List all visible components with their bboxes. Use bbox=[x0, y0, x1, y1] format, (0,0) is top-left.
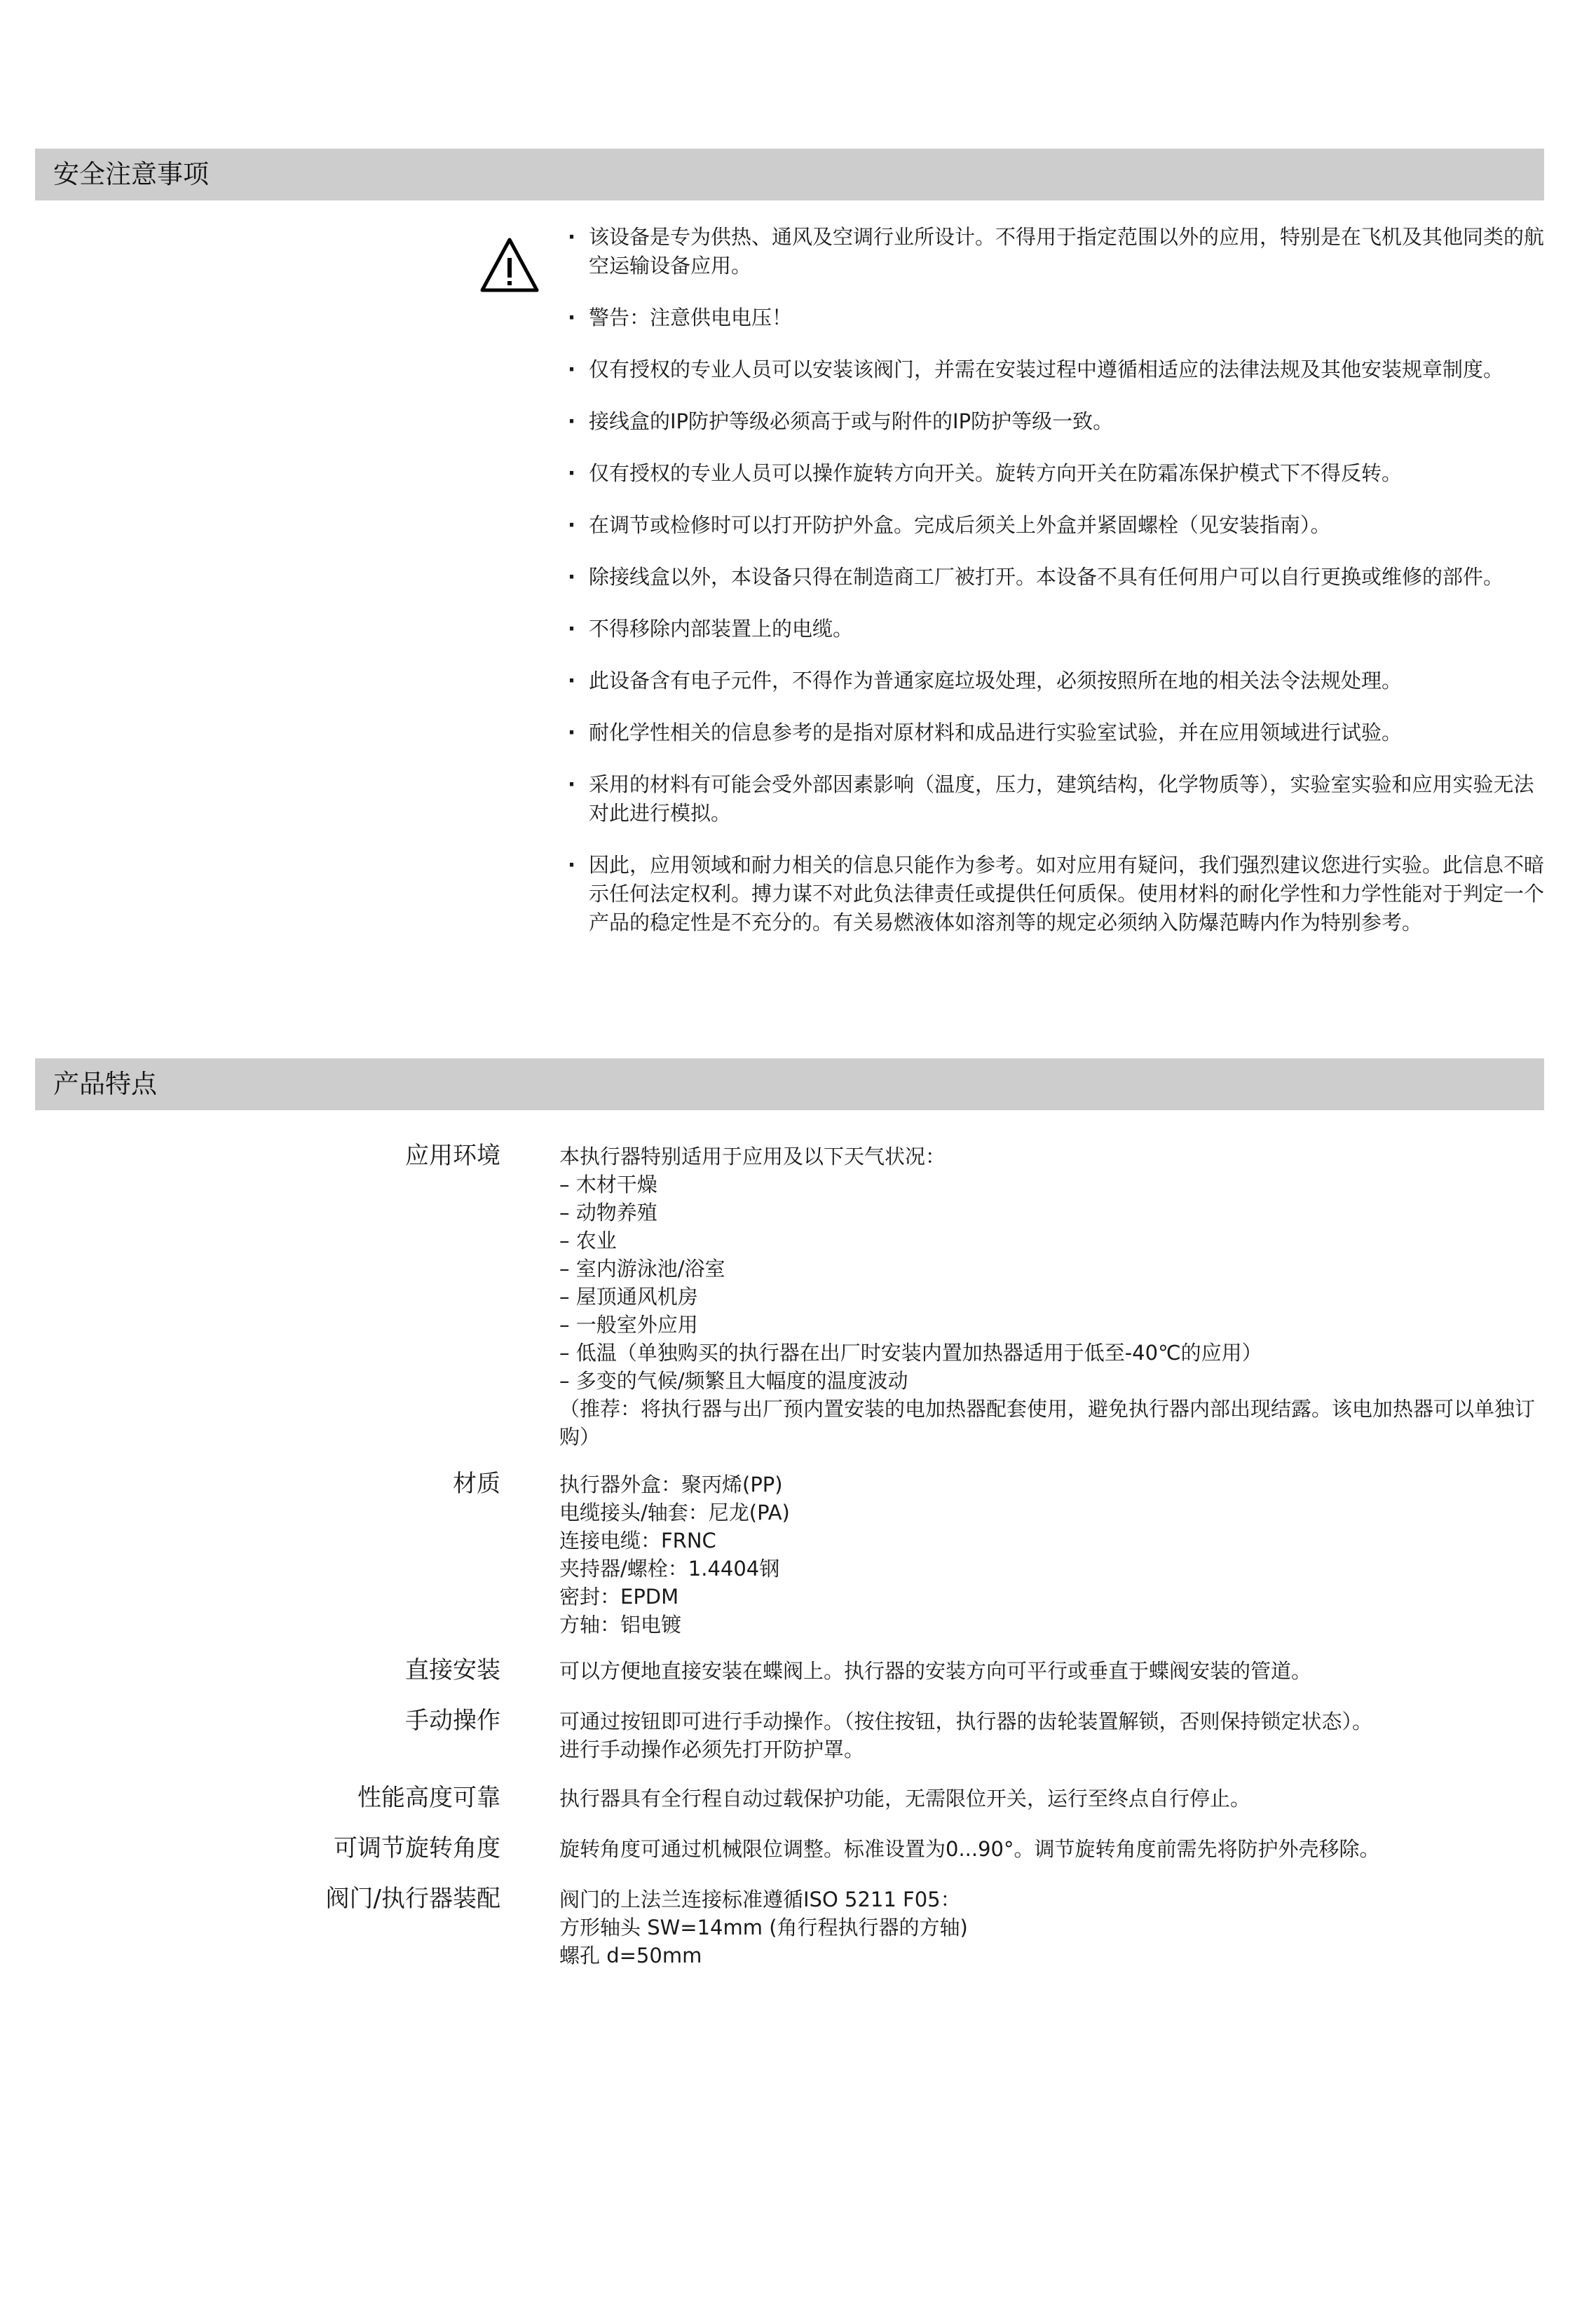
safety-item: · 仅有授权的专业人员可以操作旋转方向开关。旋转方向开关在防霜冻保护模式下不得反转。 bbox=[565, 459, 1546, 488]
warning-triangle-icon bbox=[479, 237, 540, 293]
safety-item: · 警告：注意供电电压！ bbox=[565, 303, 1546, 332]
safety-item: · 因此，应用领域和耐力相关的信息只能作为参考。如对应用有疑问，我们强烈建议您进行实验。此信息不暗示任何法定权利。搏力谋不对此负法律责任或提供任何质保。使用材料的耐化学性和力学性能对于判定一个产品的稳定性是不充分的。有关易燃液体如溶剂等的规定必须纳入防爆范畴内作为特别参考。 bbox=[565, 851, 1546, 937]
safety-item: · 接线盒的IP防护等级必须高于或与附件的IP防护等级一致。 bbox=[565, 407, 1546, 436]
safety-section-header bbox=[35, 149, 1544, 200]
safety-item: · 除接线盒以外，本设备只得在制造商工厂被打开。本设备不具有任何用户可以自行更换或维修的部件。 bbox=[565, 563, 1546, 592]
list-item: – 农业 bbox=[559, 1229, 617, 1253]
list-item: – 室内游泳池/浴室 bbox=[559, 1257, 725, 1281]
safety-item: · 在调节或检修时可以打开防护外盒。完成后须关上外盒并紧固螺栓（见安装指南）。 bbox=[565, 511, 1546, 540]
safety-list bbox=[565, 223, 1546, 960]
feature-label: 材质 bbox=[453, 1470, 500, 1498]
safety-item: · 不得移除内部装置上的电缆。 bbox=[565, 615, 1546, 643]
feature-content: 阀门的上法兰连接标准遵循ISO 5211 F05： 方形轴头 SW=14mm (角行程执行器的方轴) 螺孔 d=50mm bbox=[559, 1888, 968, 1967]
safety-item: · 仅有授权的专业人员可以安装该阀门，并需在安装过程中遵循相适应的法律法规及其他安装规章制度。 bbox=[565, 355, 1546, 384]
feature-label: 应用环境 bbox=[405, 1142, 500, 1170]
recommendation-note: （推荐：将执行器与出厂预内置安装的电加热器配套使用，避免执行器内部出现结露。该电加热器可以单独订购） bbox=[559, 1397, 1536, 1449]
feature-content: 可以方便地直接安装在蝶阀上。执行器的安装方向可平行或垂直于蝶阀安装的管道。 bbox=[559, 1659, 1312, 1683]
list-item: – 木材干燥 bbox=[559, 1173, 657, 1196]
feature-content: 旋转角度可通过机械限位调整。标准设置为0...90°。调节旋转角度前需先将防护外壳移除。 bbox=[559, 1837, 1380, 1861]
list-item: – 多变的气候/频繁且大幅度的温度波动 bbox=[559, 1369, 908, 1393]
list-item: – 一般室外应用 bbox=[559, 1313, 698, 1337]
feature-label: 性能高度可靠 bbox=[357, 1784, 500, 1812]
safety-item: · 采用的材料有可能会受外部因素影响（温度，压力，建筑结构，化学物质等），实验室实验和应用实验无法对此进行模拟。 bbox=[565, 770, 1546, 828]
feature-content: 执行器具有全行程自动过载保护功能，无需限位开关，运行至终点自行停止。 bbox=[559, 1787, 1251, 1810]
features-section-title: 产品特点 bbox=[53, 1069, 157, 1099]
feature-content: 可通过按钮即可进行手动操作。（按住按钮，执行器的齿轮装置解锁，否则保持锁定状态）。 进行手动操作必须先打开防护罩。 bbox=[559, 1710, 1373, 1761]
list-item: – 动物养殖 bbox=[559, 1201, 657, 1224]
safety-item: · 该设备是专为供热、通风及空调行业所设计。不得用于指定范围以外的应用，特别是在飞机及其他同类的航空运输设备应用。 bbox=[565, 223, 1546, 280]
list-item: – 低温（单独购买的执行器在出厂时安装内置加热器适用于低至-40℃的应用） bbox=[559, 1341, 1262, 1365]
feature-content: 执行器外盒：聚丙烯(PP) 电缆接头/轴套：尼龙(PA) 连接电缆：FRNC 夹持器/螺栓：1.4404钢 密封：EPDM 方轴：铝电镀 bbox=[559, 1473, 790, 1637]
safety-section-title: 安全注意事项 bbox=[53, 159, 209, 189]
feature-content: 本执行器特别适用于应用及以下天气状况： – 木材干燥 – 动物养殖 – 农业 – 室内游泳池/浴室 – 屋顶通风机房 – 一般室外应用 – 低温（单独购买的执行器在出厂时安装内置加热器适用于低至-40℃的应用） – 多变的气候/频繁且大幅度的温度波动 （推荐：将执行器与出厂预内置安装的电加热器配套使用，避免执行器内部出现结露。该电加热器可以单独订购） bbox=[559, 1142, 1541, 1451]
feature-label: 直接安装 bbox=[405, 1656, 500, 1684]
feature-label: 手动操作 bbox=[405, 1707, 500, 1735]
list-item: – 屋顶通风机房 bbox=[559, 1285, 698, 1309]
safety-item: · 耐化学性相关的信息参考的是指对原材料和成品进行实验室试验，并在应用领域进行试验。 bbox=[565, 718, 1546, 747]
safety-item: · 此设备含有电子元件，不得作为普通家庭垃圾处理，必须按照所在地的相关法令法规处理。 bbox=[565, 667, 1546, 695]
feature-label: 可调节旋转角度 bbox=[334, 1834, 500, 1862]
feature-label: 阀门/执行器装配 bbox=[325, 1885, 500, 1913]
features-section-header bbox=[35, 1058, 1544, 1110]
